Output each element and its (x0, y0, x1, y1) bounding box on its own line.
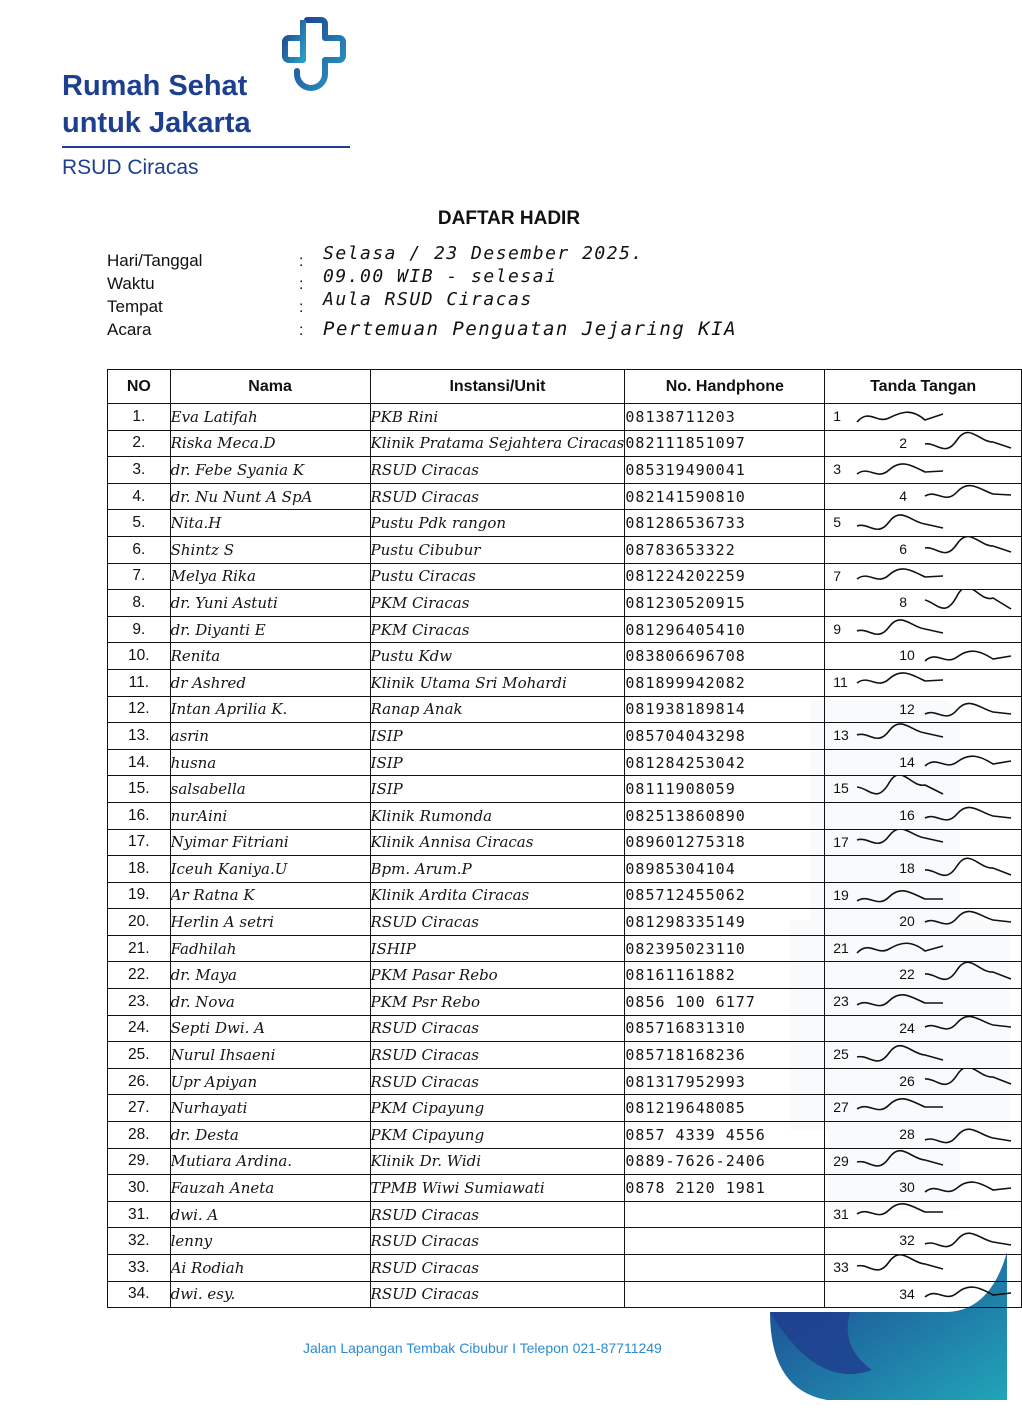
attendee-name: lenny (170, 1228, 370, 1255)
signature-number: 15 (833, 780, 849, 797)
brand-subtitle: RSUD Ciracas (62, 156, 199, 179)
attendee-institution: PKM Cipayung (370, 1095, 625, 1122)
row-number: 34. (108, 1281, 171, 1308)
meta-value: Selasa / 23 Desember 2025. (323, 243, 644, 264)
attendee-phone: 081284253042 (625, 749, 825, 776)
table-header-row (108, 370, 1022, 404)
row-number: 6. (108, 536, 171, 563)
meta-label: Hari/Tanggal (107, 251, 203, 270)
row-number: 1. (108, 404, 171, 431)
signature-cell (825, 457, 1022, 484)
attendee-phone: 081224202259 (625, 563, 825, 590)
signature-scribble (855, 564, 975, 590)
signature-number: 23 (833, 993, 849, 1010)
attendee-phone: 082111851097 (625, 430, 825, 457)
table-row (108, 829, 1022, 856)
meta-colon: : (299, 299, 304, 316)
row-number: 9. (108, 616, 171, 643)
table-row (108, 909, 1022, 936)
attendee-name: Intan Aprilia K. (170, 696, 370, 723)
meta-colon: : (299, 276, 304, 293)
attendee-name: Shintz S (170, 536, 370, 563)
signature-scribble (923, 750, 1021, 776)
row-number: 7. (108, 563, 171, 590)
attendee-name: Upr Apiyan (170, 1068, 370, 1095)
attendee-phone: 08985304104 (625, 856, 825, 883)
attendee-name: Melya Rika (170, 563, 370, 590)
row-number: 3. (108, 457, 171, 484)
signature-number: 3 (833, 461, 842, 478)
table-row (108, 1095, 1022, 1122)
signature-cell (825, 776, 1022, 803)
attendee-name: Nurul Ihsaeni (170, 1042, 370, 1069)
row-number: 19. (108, 882, 171, 909)
signature-number: 16 (899, 806, 915, 823)
attendee-phone: 08111908059 (625, 776, 825, 803)
signature-cell (825, 1228, 1022, 1255)
attendance-table (107, 369, 1022, 1308)
attendee-phone: 081899942082 (625, 669, 825, 696)
signature-cell (825, 802, 1022, 829)
attendee-institution: Pustu Ciracas (370, 563, 625, 590)
attendee-institution: PKB Rini (370, 404, 625, 431)
table-row (108, 1228, 1022, 1255)
row-number: 14. (108, 749, 171, 776)
signature-cell (825, 1148, 1022, 1175)
attendee-institution: Pustu Pdk rangon (370, 510, 625, 537)
signature-number: 9 (833, 620, 842, 637)
attendee-institution: Bpm. Arum.P (370, 856, 625, 883)
signature-cell (825, 483, 1022, 510)
attendee-institution: Pustu Cibubur (370, 536, 625, 563)
signature-cell (825, 1042, 1022, 1069)
attendee-institution: ISHIP (370, 935, 625, 962)
header-signature: Tanda Tangan (825, 370, 1022, 404)
attendee-institution: RSUD Ciracas (370, 1281, 625, 1308)
signature-cell (825, 536, 1022, 563)
footer-address: Jalan Lapangan Tembak Cibubur I Telepon 021-87711249 (303, 1340, 662, 1356)
table-row (108, 989, 1022, 1016)
signature-number: 11 (833, 673, 848, 690)
signature-scribble (855, 670, 975, 696)
signature-number: 32 (899, 1232, 915, 1249)
meta-colon: : (299, 322, 304, 339)
attendee-phone: 08138711203 (625, 404, 825, 431)
attendee-name: dr. Desta (170, 1122, 370, 1149)
attendee-phone: 085712455062 (625, 882, 825, 909)
signature-cell (825, 723, 1022, 750)
row-number: 29. (108, 1148, 171, 1175)
signature-cell (825, 829, 1022, 856)
cross-icon (282, 14, 352, 98)
signature-scribble (923, 1175, 1021, 1201)
row-number: 25. (108, 1042, 171, 1069)
signature-number: 26 (899, 1072, 915, 1089)
signature-cell (825, 510, 1022, 537)
signature-number: 24 (899, 1019, 915, 1036)
attendee-name: husna (170, 749, 370, 776)
signature-scribble (923, 697, 1021, 723)
attendee-institution: RSUD Ciracas (370, 1201, 625, 1228)
signature-scribble (855, 404, 975, 430)
row-number: 22. (108, 962, 171, 989)
table-row (108, 536, 1022, 563)
signature-scribble (855, 776, 975, 802)
table-row (108, 776, 1022, 803)
row-number: 28. (108, 1122, 171, 1149)
signature-scribble (855, 617, 975, 643)
signature-number: 29 (833, 1152, 849, 1169)
signature-number: 5 (833, 514, 842, 531)
signature-number: 12 (899, 700, 915, 717)
table-row (108, 802, 1022, 829)
row-number: 10. (108, 643, 171, 670)
attendee-phone: 0856 100 6177 (625, 989, 825, 1016)
table-row (108, 723, 1022, 750)
attendee-name: dr. Nova (170, 989, 370, 1016)
signature-scribble (855, 830, 975, 856)
row-number: 27. (108, 1095, 171, 1122)
table-row (108, 510, 1022, 537)
signature-cell (825, 1281, 1022, 1308)
signature-scribble (923, 909, 1021, 935)
attendee-institution: Klinik Rumonda (370, 802, 625, 829)
table-row (108, 404, 1022, 431)
signature-cell (825, 989, 1022, 1016)
signature-number: 27 (833, 1099, 849, 1116)
row-number: 26. (108, 1068, 171, 1095)
signature-cell (825, 1015, 1022, 1042)
table-row (108, 1281, 1022, 1308)
meta-colon: : (299, 253, 304, 270)
meta-label: Waktu (107, 274, 155, 293)
signature-scribble (923, 803, 1021, 829)
signature-scribble (855, 1255, 975, 1281)
signature-scribble (923, 643, 1021, 669)
attendee-phone (625, 1281, 825, 1308)
attendee-phone: 0857 4339 4556 (625, 1122, 825, 1149)
signature-number: 28 (899, 1126, 915, 1143)
attendee-institution: PKM Psr Rebo (370, 989, 625, 1016)
row-number: 31. (108, 1201, 171, 1228)
signature-scribble (923, 484, 1021, 510)
attendee-name: dr. Yuni Astuti (170, 590, 370, 617)
attendee-phone: 081230520915 (625, 590, 825, 617)
row-number: 24. (108, 1015, 171, 1042)
signature-cell (825, 749, 1022, 776)
row-number: 4. (108, 483, 171, 510)
attendee-institution: Klinik Ardita Ciracas (370, 882, 625, 909)
signature-number: 8 (899, 594, 908, 611)
signature-cell (825, 882, 1022, 909)
signature-cell (825, 696, 1022, 723)
signature-scribble (855, 936, 975, 962)
signature-scribble (923, 431, 1021, 457)
attendee-name: Mutiara Ardina. (170, 1148, 370, 1175)
row-number: 21. (108, 935, 171, 962)
signature-scribble (923, 590, 1021, 616)
signature-scribble (855, 510, 975, 536)
table-row (108, 856, 1022, 883)
brand-line-2: untuk Jakarta (62, 107, 251, 139)
signature-scribble (855, 1149, 975, 1175)
attendee-name: asrin (170, 723, 370, 750)
signature-number: 1 (833, 408, 842, 424)
table-row (108, 1122, 1022, 1149)
table-row (108, 935, 1022, 962)
attendee-institution: PKM Pasar Rebo (370, 962, 625, 989)
attendee-name: Fauzah Aneta (170, 1175, 370, 1202)
table-row (108, 430, 1022, 457)
signature-cell (825, 935, 1022, 962)
signature-cell (825, 962, 1022, 989)
attendee-phone: 082513860890 (625, 802, 825, 829)
signature-scribble (923, 1228, 1021, 1254)
meta-label: Tempat (107, 297, 163, 316)
meta-value: Aula RSUD Ciracas (323, 289, 533, 310)
attendee-institution: Ranap Anak (370, 696, 625, 723)
signature-cell (825, 909, 1022, 936)
signature-cell (825, 563, 1022, 590)
signature-cell (825, 1201, 1022, 1228)
signature-number: 4 (899, 487, 908, 504)
signature-cell (825, 430, 1022, 457)
signature-scribble (923, 1016, 1021, 1042)
table-row (108, 590, 1022, 617)
signature-scribble (923, 537, 1021, 563)
signature-number: 25 (833, 1046, 849, 1063)
attendee-phone (625, 1255, 825, 1282)
attendee-institution: RSUD Ciracas (370, 483, 625, 510)
attendee-institution: ISIP (370, 776, 625, 803)
signature-cell (825, 404, 1022, 431)
table-row (108, 1042, 1022, 1069)
table-row (108, 643, 1022, 670)
meta-value: 09.00 WIB - selesai (323, 266, 558, 287)
table-row (108, 1255, 1022, 1282)
header-nama: Nama (170, 370, 370, 404)
signature-number: 6 (899, 540, 908, 557)
table-row (108, 1201, 1022, 1228)
attendee-name: dwi. A (170, 1201, 370, 1228)
attendee-name: Ai Rodiah (170, 1255, 370, 1282)
table-row (108, 1175, 1022, 1202)
signature-scribble (923, 1282, 1021, 1308)
brand-line-1: Rumah Sehat (62, 70, 248, 102)
signature-cell (825, 1122, 1022, 1149)
signature-scribble (855, 723, 975, 749)
table-row (108, 882, 1022, 909)
row-number: 20. (108, 909, 171, 936)
attendee-phone: 081286536733 (625, 510, 825, 537)
attendee-name: Fadhilah (170, 935, 370, 962)
attendee-institution: PKM Ciracas (370, 616, 625, 643)
attendee-institution: ISIP (370, 723, 625, 750)
attendee-phone: 0889-7626-2406 (625, 1148, 825, 1175)
signature-scribble (855, 1202, 975, 1228)
attendee-phone: 081298335149 (625, 909, 825, 936)
attendee-phone: 085704043298 (625, 723, 825, 750)
table-row (108, 962, 1022, 989)
table-row (108, 457, 1022, 484)
attendee-name: Ar Ratna K (170, 882, 370, 909)
signature-scribble (923, 1122, 1021, 1148)
attendee-institution: ISIP (370, 749, 625, 776)
row-number: 12. (108, 696, 171, 723)
attendee-phone: 081219648085 (625, 1095, 825, 1122)
header-instansi: Instansi/Unit (370, 370, 625, 404)
attendee-institution: RSUD Ciracas (370, 909, 625, 936)
attendee-institution: RSUD Ciracas (370, 1068, 625, 1095)
signature-number: 19 (833, 886, 849, 903)
attendee-phone: 083806696708 (625, 643, 825, 670)
signature-number: 22 (899, 966, 915, 983)
attendee-name: Nurhayati (170, 1095, 370, 1122)
row-number: 15. (108, 776, 171, 803)
attendee-institution: Klinik Pratama Sejahtera Ciracas (370, 430, 625, 457)
signature-cell (825, 590, 1022, 617)
signature-number: 17 (833, 833, 849, 850)
signature-number: 31 (833, 1205, 849, 1222)
signature-number: 33 (833, 1259, 849, 1275)
attendee-institution: RSUD Ciracas (370, 457, 625, 484)
attendee-name: Septi Dwi. A (170, 1015, 370, 1042)
row-number: 18. (108, 856, 171, 883)
attendee-phone: 081317952993 (625, 1068, 825, 1095)
attendee-name: Eva Latifah (170, 404, 370, 431)
attendee-institution: RSUD Ciracas (370, 1228, 625, 1255)
signature-number: 13 (833, 727, 849, 744)
attendee-phone: 082141590810 (625, 483, 825, 510)
attendee-institution: Pustu Kdw (370, 643, 625, 670)
signature-cell (825, 1095, 1022, 1122)
attendee-phone (625, 1201, 825, 1228)
table-row (108, 483, 1022, 510)
table-row (108, 669, 1022, 696)
signature-number: 2 (899, 434, 908, 451)
attendee-phone: 081296405410 (625, 616, 825, 643)
row-number: 13. (108, 723, 171, 750)
attendee-institution: Klinik Dr. Widi (370, 1148, 625, 1175)
attendee-name: dr. Nu Nunt A SpA (170, 483, 370, 510)
table-row (108, 1015, 1022, 1042)
signature-cell (825, 1255, 1022, 1282)
row-number: 16. (108, 802, 171, 829)
meta-label: Acara (107, 320, 152, 339)
signature-cell (825, 1175, 1022, 1202)
signature-number: 14 (899, 753, 915, 770)
signature-number: 7 (833, 567, 842, 584)
attendee-phone: 08161161882 (625, 962, 825, 989)
signature-number: 20 (899, 913, 915, 930)
document-title: DAFTAR HADIR (437, 208, 581, 229)
signature-scribble (855, 457, 975, 483)
attendee-institution: RSUD Ciracas (370, 1042, 625, 1069)
signature-scribble (855, 1042, 975, 1068)
meta-value: Pertemuan Penguatan Jejaring KIA (323, 318, 738, 340)
attendee-phone: 089601275318 (625, 829, 825, 856)
attendee-phone: 0878 2120 1981 (625, 1175, 825, 1202)
signature-scribble (855, 883, 975, 909)
attendee-name: dr. Diyanti E (170, 616, 370, 643)
signature-scribble (923, 856, 1021, 882)
attendee-name: Nyimar Fitriani (170, 829, 370, 856)
table-row (108, 1148, 1022, 1175)
row-number: 23. (108, 989, 171, 1016)
row-number: 33. (108, 1255, 171, 1282)
attendee-name: dr Ashred (170, 669, 370, 696)
attendee-phone: 082395023110 (625, 935, 825, 962)
signature-number: 30 (899, 1179, 915, 1196)
signature-cell (825, 616, 1022, 643)
row-number: 30. (108, 1175, 171, 1202)
signature-number: 21 (833, 939, 849, 956)
row-number: 17. (108, 829, 171, 856)
signature-cell (825, 856, 1022, 883)
header-no: NO (108, 370, 171, 404)
attendee-phone: 081938189814 (625, 696, 825, 723)
attendee-name: nurAini (170, 802, 370, 829)
row-number: 2. (108, 430, 171, 457)
signature-number: 10 (899, 647, 915, 664)
table-row (108, 616, 1022, 643)
brand-divider (62, 146, 350, 148)
attendee-name: Iceuh Kaniya.U (170, 856, 370, 883)
row-number: 32. (108, 1228, 171, 1255)
attendee-name: dr. Febe Syania K (170, 457, 370, 484)
attendee-institution: PKM Cipayung (370, 1122, 625, 1149)
signature-cell (825, 643, 1022, 670)
attendee-institution: RSUD Ciracas (370, 1015, 625, 1042)
signature-number: 34 (899, 1285, 915, 1302)
brand-title (62, 68, 251, 142)
header-handphone: No. Handphone (625, 370, 825, 404)
attendee-institution: Klinik Utama Sri Mohardi (370, 669, 625, 696)
table-row (108, 1068, 1022, 1095)
table-row (108, 749, 1022, 776)
row-number: 8. (108, 590, 171, 617)
signature-scribble (855, 989, 975, 1015)
attendee-name: Herlin A setri (170, 909, 370, 936)
attendee-phone: 08783653322 (625, 536, 825, 563)
signature-scribble (923, 962, 1021, 988)
signature-number: 18 (899, 860, 915, 877)
attendee-name: Renita (170, 643, 370, 670)
attendee-name: Riska Meca.D (170, 430, 370, 457)
attendee-institution: PKM Ciracas (370, 590, 625, 617)
attendee-institution: TPMB Wiwi Sumiawati (370, 1175, 625, 1202)
attendee-name: dwi. esy. (170, 1281, 370, 1308)
attendee-name: salsabella (170, 776, 370, 803)
signature-scribble (855, 1095, 975, 1121)
attendee-phone: 085718168236 (625, 1042, 825, 1069)
signature-cell (825, 1068, 1022, 1095)
row-number: 11. (108, 669, 171, 696)
table-row (108, 696, 1022, 723)
attendee-phone: 085716831310 (625, 1015, 825, 1042)
attendee-name: Nita.H (170, 510, 370, 537)
signature-cell (825, 669, 1022, 696)
attendee-institution: RSUD Ciracas (370, 1255, 625, 1282)
attendee-phone: 085319490041 (625, 457, 825, 484)
attendee-name: dr. Maya (170, 962, 370, 989)
table-row (108, 563, 1022, 590)
row-number: 5. (108, 510, 171, 537)
attendee-phone (625, 1228, 825, 1255)
signature-scribble (923, 1069, 1021, 1095)
attendee-institution: Klinik Annisa Ciracas (370, 829, 625, 856)
